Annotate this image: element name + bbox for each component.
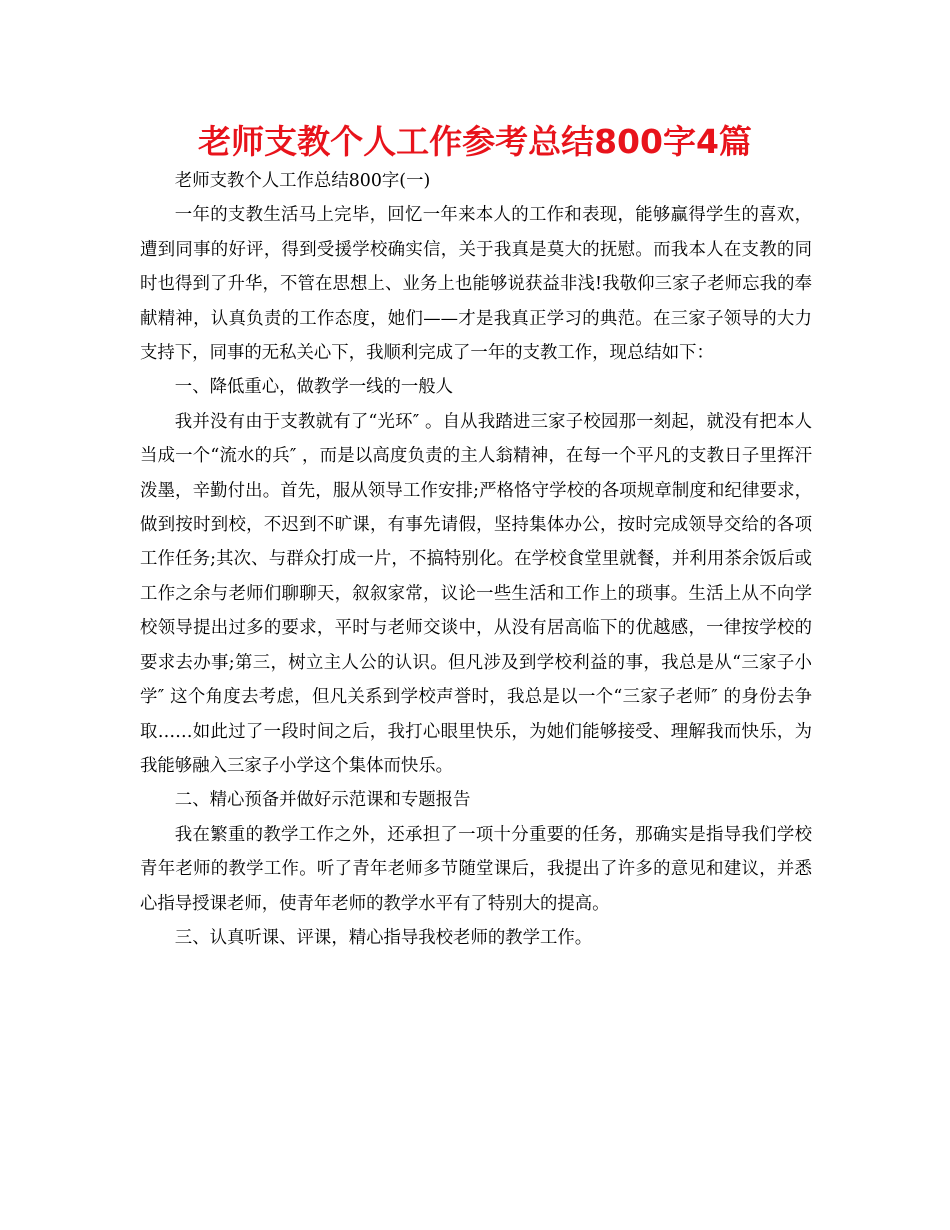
document-body: [140, 164, 812, 955]
paragraph-intro: 一年的支教生活马上完毕，回忆一年来本人的工作和表现，能够赢得学生的喜欢，遭到同事的好评，得到受援学校确实信，关于我真是莫大的抚慰。而我本人在支教的同时也得到了升华，不管在思想上、业务上也能够说获益非浅!我敬仰三家子老师忘我的奉献精神，认真负责的工作态度，她们——才是我真正学习的典范。在三家子领导的大力支持下，同事的无私关心下，我顺利完成了一年的支教工作，现总结如下：: [140, 205, 812, 364]
paragraph-subtitle: 老师支教个人工作总结800字(一): [174, 171, 431, 191]
document-title: 老师支教个人工作参考总结800字4篇: [198, 122, 752, 161]
paragraph-section-2: 我在繁重的教学工作之外，还承担了一项十分重要的任务，那确实是指导我们学校青年老师的教学工作。听了青年老师多节随堂课后，我提出了许多的意见和建议，并悉心指导授课老师，使青年老师的教学水平有了特别大的提高。: [140, 824, 812, 914]
section-heading-2: 二、精心预备并做好示范课和专题报告: [174, 790, 471, 811]
section-heading-3: 三、认真听课、评课，精心指导我校老师的教学工作。: [174, 927, 593, 948]
paragraph-section-1: 我并没有由于支教就有了“光环″ 。自从我踏进三家子校园那一刻起，就没有把本人当成一个“流水的兵″ ，而是以高度负责的主人翁精神，在每一个平凡的支教日子里挥汗泼墨，辛勤付出。首先，服从领导工作安排;严格恪守学校的各项规章制度和纪律要求，做到按时到校，不迟到不旷课，有事先请假，坚持集体办公，按时完成领导交给的各项工作任务;其次、与群众打成一片，不搞特别化。在学校食堂里就餐，并利用茶余饭后或工作之余与老师们聊聊天，叙叙家常，议论一些生活和工作上的琐事。生活上从不向学校领导提出过多的要求，平时与老师交谈中，从没有居高临下的优越感，一律按学校的要求去办事;第三，树立主人公的认识。但凡涉及到学校利益的事，我总是从“三家子小学″ 这个角度去考虑，但凡关系到学校声誉时，我总是以一个“三家子老师″ 的身份去争取……如此过了一段时间之后，我打心眼里快乐，为她们能够接受、理解我而快乐，为我能够融入三家子小学这个集体而快乐。: [140, 411, 812, 776]
section-heading-1: 一、降低重心，做教学一线的一般人: [174, 377, 454, 398]
